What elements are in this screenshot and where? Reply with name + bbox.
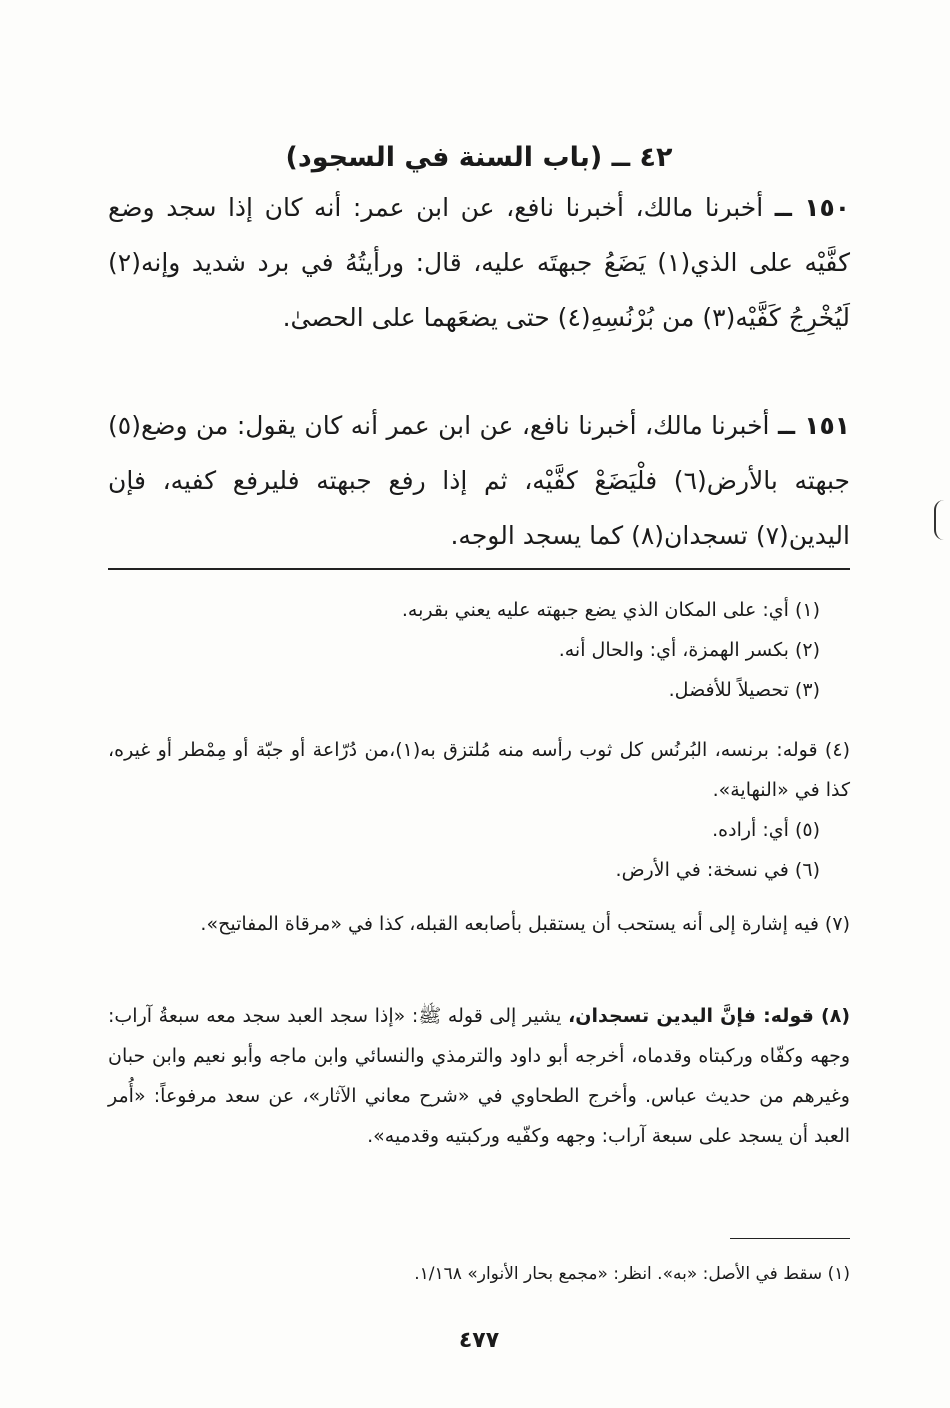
footnote-separator <box>108 568 850 570</box>
footnote-3: (٣) تحصيلاً للأفضل. <box>668 679 820 701</box>
hadith-150-text: أخبرنا مالك، أخبرنا نافع، عن ابن عمر: أنه كان إذا سجد وضع كفَّيْه على الذي(١) يَضَعُ جبهتَه عليه، قال: ورأيتُهُ في برد شديد وإنه(٢) لَيُخْرِجُ كَفَّيْه(٣) من بُرْنُسِهِ(٤) حتى يضعَهما على الحصىٰ. <box>108 193 850 332</box>
footnote-8 <box>108 996 850 1156</box>
footnotes-group-2 <box>108 730 850 890</box>
footnotes-group-3 <box>108 904 850 944</box>
footnote-2: (٢) بكسر الهمزة، أي: والحال أنه. <box>558 639 820 661</box>
footnotes-group-4 <box>108 996 850 1156</box>
footnote-6: (٦) في نسخة: في الأرض. <box>615 859 820 881</box>
footnotes-group-1 <box>108 590 850 710</box>
footnote-4: (٤) قوله: برنسه، البُرنُس كل ثوب رأسه منه مُلتزق به(١)،من دُرّاعة أو جبّة أو مِمْطر أو غيره، كذا في «النهاية». <box>108 739 850 801</box>
hadith-150 <box>108 180 850 345</box>
footnote-8-text: يشير إلى قوله ﷺ: «إذا سجد العبد سجد معه سبعةُ آراب: وجهه وكفّاه وركبتاه وقدماه، أخرجه أبو داود والترمذي والنسائي وابن ماجه وأبو نعيم وابن حبان وغيرهم من حديث عباس. وأخرج الطحاوي في «شرح معاني الآثار»، عن سعد مرفوعاً: «أُمر العبد أن يسجد على سبعة آراب: وجهه وكفّيه وركبتيه وقدميه». <box>108 1005 850 1147</box>
chapter-title: ٤٢ ــ (باب السنة في السجود) <box>285 142 673 173</box>
hadith-150-number: ١٥٠ ــ <box>774 193 851 222</box>
hadith-151-number: ١٥١ ــ <box>777 411 851 440</box>
footnote-8-label: (٨) قوله: فإنَّ اليدين تسجدان، <box>568 1005 850 1027</box>
footnote-5: (٥) أي: أراده. <box>712 819 820 841</box>
page-number: ٤٧٧ <box>458 1328 500 1353</box>
sub-footnote-1: (١) سقط في الأصل: «به». انظر: «مجمع بحار الأنوار» ١/١٦٨. <box>414 1264 850 1284</box>
hadith-151-text: أخبرنا مالك، أخبرنا نافع، عن ابن عمر أنه كان يقول: من وضع(٥) جبهته بالأرض(٦) فلْيَضَعْ كفَّيْه، ثم إذا رفع جبهته فليرفع كفيه، فإن اليدين(٧) تسجدان(٨) كما يسجد الوجه. <box>108 411 850 550</box>
footnote-1: (١) أي: على المكان الذي يضع جبهته عليه يعني بقربه. <box>401 599 820 621</box>
hadith-151 <box>108 398 850 563</box>
page-edge-mark <box>934 500 946 540</box>
footnote-7: (٧) فيه إشارة إلى أنه يستحب أن يستقبل بأصابعه القبله، كذا في «مرقاة المفاتيح». <box>200 913 850 935</box>
sub-footnote-separator <box>730 1238 850 1239</box>
